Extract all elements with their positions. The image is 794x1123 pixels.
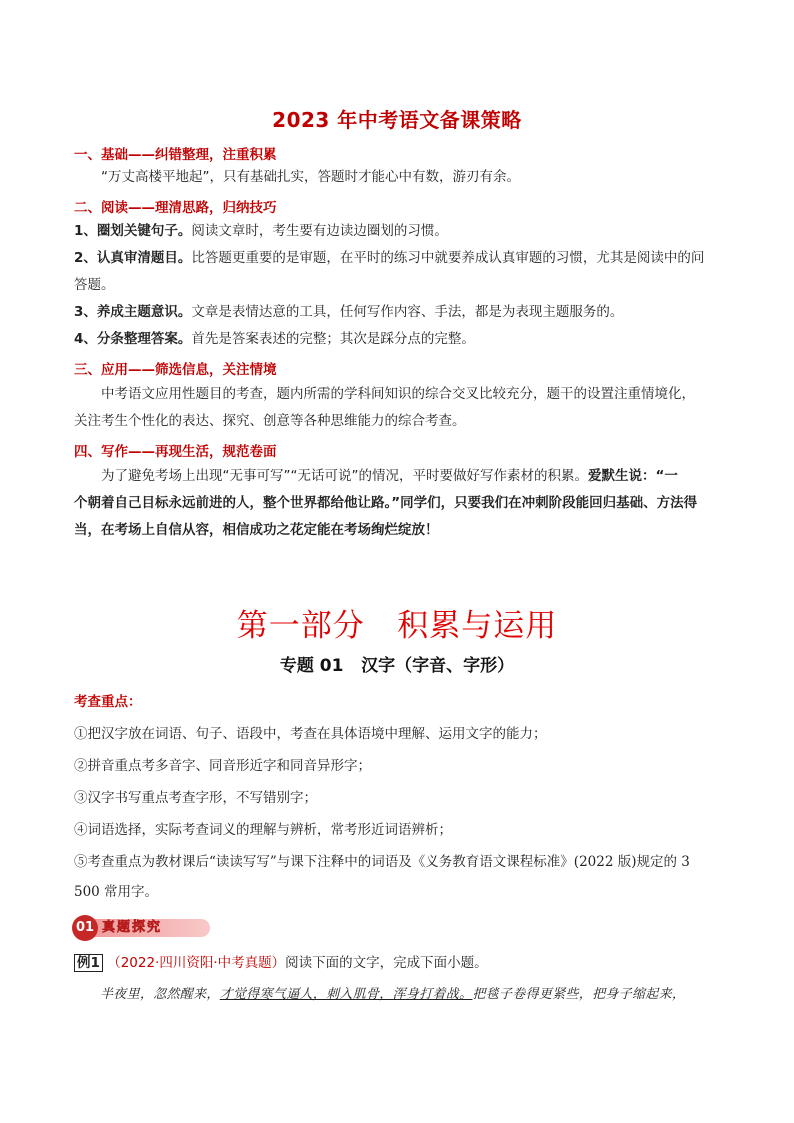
focus-point-4: ④词语选择，实际考查词义的理解与辨析，常考形近词语辨析； <box>74 822 452 838</box>
reading-item-4 <box>74 326 728 353</box>
reading-item-3 <box>74 299 728 326</box>
focus-point-5-cont: 500 常用字。 <box>74 884 159 900</box>
focus-point-1: ①把汉字放在词语、句子、语段中，考查在具体语境中理解、运用文字的能力； <box>74 726 547 742</box>
reading-item-2-lead: 2、认真审清题目。 <box>74 250 192 266</box>
section-heading-basics: 一、基础——纠错整理，注重积累 <box>74 147 277 163</box>
section-heading-writing: 四、写作——再现生活，规范卷面 <box>74 444 277 460</box>
section-heading-reading: 二、阅读——理清思路，归纳技巧 <box>74 200 277 216</box>
reading-item-1 <box>74 218 728 245</box>
section-text-basics: “万丈高楼平地起”，只有基础扎实，答题时才能心中有数，游刃有余。 <box>101 169 520 185</box>
passage-underlined: 才觉得寒气逼人，刺入肌骨，浑身打着战。 <box>219 987 473 1002</box>
writing-line-1b: 爱默生说：“一 <box>587 468 678 484</box>
section-badge <box>72 915 212 941</box>
reading-item-4-text: 首先是答案表述的完整；其次是踩分点的完整。 <box>191 331 475 347</box>
writing-line-1 <box>74 463 728 490</box>
badge-number: 01 <box>72 915 98 941</box>
part-title: 第一部分 积累与运用 <box>236 608 558 644</box>
reading-item-1-lead: 1、圈划关键句子。 <box>74 223 192 239</box>
handwritten-passage <box>100 983 740 1002</box>
reading-item-2-text: 比答题更重要的是审题，在平时的练习中就要养成认真审题的习惯，尤其是阅读中的问 <box>191 250 705 266</box>
writing-line-3: 当，在考场上自信从容，相信成功之花定能在考场绚烂绽放！ <box>74 522 439 538</box>
example-line <box>74 951 734 972</box>
reading-item-1-text: 阅读文章时，考生要有边读边圈划的习惯。 <box>191 223 448 239</box>
example-source: （2022·四川资阳·中考真题） <box>107 955 286 971</box>
writing-line-2: 个朝着自己目标永远前进的人，整个世界都给他让路。”同学们，只要我们在冲刺阶段能回归基础、方法得 <box>74 495 698 511</box>
passage-part-a: 半夜里，忽然醒来， <box>100 987 220 1002</box>
passage-part-c: 把毯子卷得更紧些，把身子缩起来， <box>472 987 686 1002</box>
reading-item-4-lead: 4、分条整理答案。 <box>74 331 192 347</box>
writing-line-1a: 为了避免考场上出现“无事可写”“无话可说”的情况，平时要做好写作素材的积累。 <box>101 468 588 484</box>
focus-heading: 考查重点： <box>74 694 142 710</box>
badge-label: 真题探究 <box>102 920 163 935</box>
section-heading-application: 三、应用——筛选信息，关注情境 <box>74 362 277 378</box>
application-line-2: 关注考生个性化的表达、探究、创意等各种思维能力的综合考查。 <box>74 413 466 429</box>
example-tag: 例1 <box>74 954 103 972</box>
focus-point-2: ②拼音重点考多音字、同音形近字和同音异形字； <box>74 758 371 774</box>
reading-item-2 <box>74 245 728 272</box>
application-line-1: 中考语文应用性题目的考查，题内所需的学科间知识的综合交叉比较充分，题干的设置注重情境化， <box>101 386 695 402</box>
example-instruction: 阅读下面的文字，完成下面小题。 <box>285 955 488 971</box>
focus-point-5: ⑤考查重点为教材课后“读读写写”与课下注释中的词语及《义务教育语文课程标准》(2022 版)规定的 3 <box>74 854 690 870</box>
reading-item-2-cont: 答题。 <box>74 277 115 293</box>
topic-title: 专题 01 汉字（字音、字形） <box>279 656 515 676</box>
reading-item-3-lead: 3、养成主题意识。 <box>74 304 192 320</box>
page-title: 2023 年中考语文备课策略 <box>272 108 522 132</box>
focus-point-3: ③汉字书写重点考查字形，不写错别字； <box>74 790 317 806</box>
reading-item-3-text: 文章是表情达意的工具，任何写作内容、手法，都是为表现主题服务的。 <box>191 304 624 320</box>
